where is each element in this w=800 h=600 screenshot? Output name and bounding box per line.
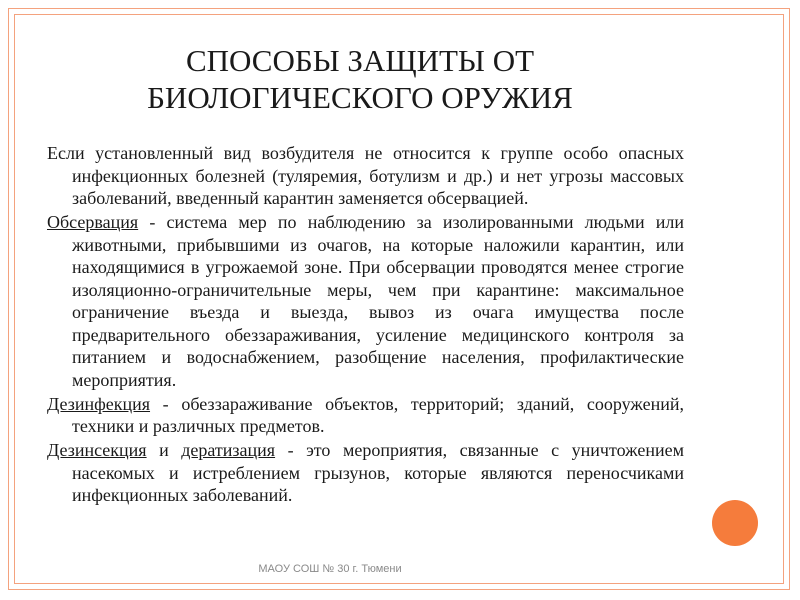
slide-body <box>47 142 684 508</box>
paragraph-observation-text: - система мер по наблюдению за изолированными людьми или животными, прибывшими из очагов, на которые наложили карантин, или находящимися в угрожаемой зоне. При обсервации проводятся менее строгие изоляционно-ограничительные меры, чем при карантине: максимальное ограничение въезда и выезда, вывоз из очага имущества после предварительного обеззараживания, усиление медицинского контроля за питанием и водоснабжением, разобщение населения, профилактические мероприятия. <box>72 212 684 390</box>
paragraph-quarantine <box>47 142 684 210</box>
slide-title <box>60 42 660 116</box>
term-observation: Обсервация <box>47 212 139 232</box>
slide-footer: МАОУ СОШ № 30 г. Тюмени <box>258 563 402 575</box>
term-disinsection: Дезинсекция <box>47 440 147 460</box>
slide-title-line-1: СПОСОБЫ ЗАЩИТЫ ОТ <box>185 43 535 78</box>
term-deratization: дератизация <box>181 440 276 460</box>
paragraph-disinsection-text: - это мероприятия, связанные с уничтожением насекомых и истреблением грызунов, которые являются переносчиками инфекционных заболеваний. <box>72 440 684 505</box>
paragraph-disinsection <box>47 439 684 507</box>
paragraph-disinfection-text: - обеззараживание объектов, территорий; зданий, сооружений, техники и различных предметов. <box>72 393 684 436</box>
term-disinfection: Дезинфекция <box>47 393 151 414</box>
paragraph-disinsection-conjunction: и <box>146 440 182 460</box>
slide-title-line-2: БИОЛОГИЧЕСКОГО ОРУЖИЯ <box>147 80 573 115</box>
paragraph-observation <box>47 211 684 391</box>
paragraph-quarantine-text: Если установленный вид возбудителя не относится к группе особо опасных инфекционных болезней (туляремия, ботулизм и др.) и нет угрозы массовых заболеваний, введенный карантин заменяется обсервацией. <box>47 143 684 208</box>
paragraph-disinfection <box>47 393 684 438</box>
decorative-orange-circle <box>712 500 758 546</box>
